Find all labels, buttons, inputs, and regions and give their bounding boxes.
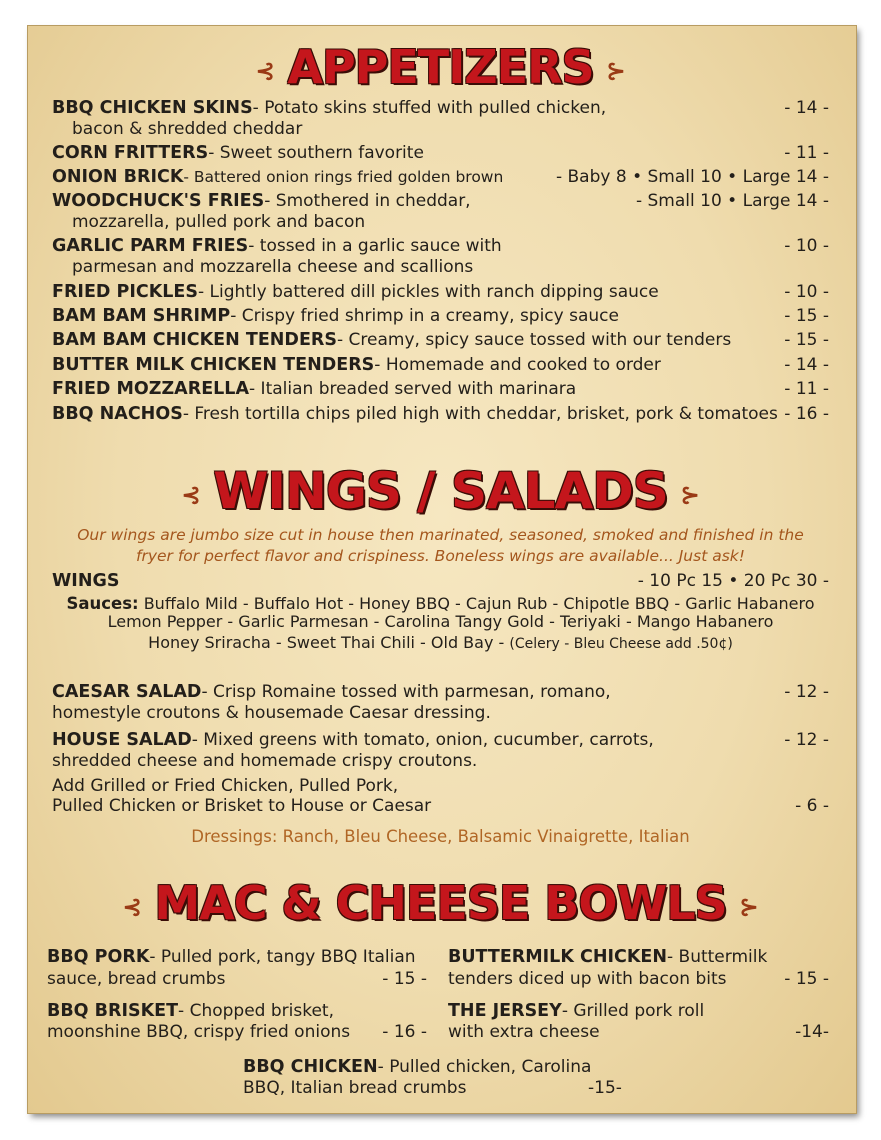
wings-price: - 10 Pc 15 • 20 Pc 30 -: [637, 571, 829, 591]
appetizer-item: [52, 330, 731, 350]
appetizer-price: - 11 -: [784, 379, 829, 399]
appetizer-desc: - Creamy, spicy sauce tossed with our tenders: [336, 330, 732, 350]
left-ornament-icon: ⊰: [122, 892, 143, 921]
appetizer-name: FRIED PICKLES: [52, 282, 198, 302]
sauces-line-1: Sauces: Buffalo Mild - Buffalo Hot - Honey BBQ - Cajun Rub - Chipotle BBQ - Garlic Habanero: [66, 594, 815, 613]
appetizer-name: FRIED MOZZARELLA: [52, 379, 250, 399]
bbq-brisket-desc: moonshine BBQ, crispy fried onions: [47, 1022, 351, 1042]
right-ornament-icon: ⊱: [605, 56, 626, 85]
appetizer-name: BAM BAM SHRIMP: [52, 306, 231, 326]
bbq-brisket-price: - 16 -: [382, 1022, 427, 1042]
appetizer-desc: - tossed in a garlic sauce with: [248, 236, 502, 256]
the-jersey-price: -14-: [795, 1022, 829, 1042]
appetizer-name: BUTTER MILK CHICKEN TENDERS: [52, 355, 375, 375]
appetizer-item: [52, 143, 424, 163]
appetizer-desc-line-2: bacon & shredded cheddar: [72, 119, 303, 139]
buttermilk-chicken-price: - 15 -: [784, 969, 829, 989]
right-ornament-icon: ⊱: [738, 892, 759, 921]
house-salad-price: - 12 -: [784, 730, 829, 750]
bbq-pork-desc: sauce, bread crumbs: [47, 969, 226, 989]
dressings-line: Dressings: Ranch, Bleu Cheese, Balsamic Vinaigrette, Italian: [191, 827, 690, 846]
mac-cheese-heading: ⊰ MAC & CHEESE BOWLS ⊱: [122, 876, 759, 930]
appetizer-item: [52, 355, 661, 375]
appetizer-item: [52, 191, 471, 211]
appetizer-name: BBQ NACHOS: [52, 404, 183, 424]
appetizer-price: - 10 -: [784, 236, 829, 256]
sauces-line-3: Honey Sriracha - Sweet Thai Chili - Old Bay - (Celery - Bleu Cheese add .50¢): [148, 633, 733, 652]
appetizer-name: BBQ CHICKEN SKINS: [52, 98, 253, 118]
appetizer-name: BAM BAM CHICKEN TENDERS: [52, 330, 337, 350]
addon-price: - 6 -: [795, 796, 829, 816]
appetizer-name: ONION BRICK: [52, 167, 184, 187]
house-salad-desc: shredded cheese and homemade crispy croutons.: [52, 751, 478, 771]
appetizer-price: - Baby 8 • Small 10 • Large 14 -: [555, 167, 829, 187]
appetizer-desc: - Potato skins stuffed with pulled chicken,: [252, 98, 607, 118]
the-jersey-item: THE JERSEY- Grilled pork roll: [448, 1001, 705, 1021]
appetizer-price: - Small 10 • Large 14 -: [635, 191, 829, 211]
bbq-chicken-desc: BBQ, Italian bread crumbs: [243, 1078, 467, 1098]
appetizer-desc: - Italian breaded served with marinara: [249, 379, 577, 399]
appetizer-item: [52, 404, 778, 424]
left-ornament-icon: ⊰: [181, 480, 202, 509]
caesar-salad-price: - 12 -: [784, 682, 829, 702]
appetizers-heading: ⊰ APPETIZERS ⊱: [255, 40, 626, 94]
appetizer-desc: - Crispy fried shrimp in a creamy, spicy sauce: [230, 306, 619, 326]
appetizer-item: [52, 236, 502, 256]
appetizer-desc-line-2: parmesan and mozzarella cheese and scallions: [72, 257, 474, 277]
addon-line-1: Add Grilled or Fried Chicken, Pulled Pork,: [52, 776, 399, 796]
appetizer-item: [52, 379, 576, 399]
buttermilk-chicken-item: BUTTERMILK CHICKEN- Buttermilk: [448, 947, 768, 967]
appetizer-price: - 15 -: [784, 306, 829, 326]
appetizer-price: - 16 -: [784, 404, 829, 424]
wings-salads-heading: ⊰ WINGS / SALADS ⊱: [181, 462, 700, 520]
appetizer-desc: - Homemade and cooked to order: [374, 355, 661, 375]
appetizer-desc-line-2: mozzarella, pulled pork and bacon: [72, 212, 366, 232]
appetizer-desc: - Fresh tortilla chips piled high with cheddar, brisket, pork & tomatoes: [182, 404, 778, 424]
left-ornament-icon: ⊰: [255, 56, 276, 85]
right-ornament-icon: ⊱: [679, 480, 700, 509]
house-salad-item: HOUSE SALAD- Mixed greens with tomato, onion, cucumber, carrots,: [52, 730, 654, 750]
appetizer-price: - 15 -: [784, 330, 829, 350]
buttermilk-chicken-desc: tenders diced up with bacon bits: [448, 969, 727, 989]
addon-line-2: Pulled Chicken or Brisket to House or Caesar: [52, 796, 432, 816]
caesar-salad-desc: homestyle croutons & housemade Caesar dressing.: [52, 703, 491, 723]
appetizer-name: CORN FRITTERS: [52, 143, 209, 163]
sauces-line-2: Lemon Pepper - Garlic Parmesan - Carolina Tangy Gold - Teriyaki - Mango Habanero: [107, 612, 774, 631]
appetizer-price: - 11 -: [784, 143, 829, 163]
appetizer-desc: - Smothered in cheddar,: [264, 191, 471, 211]
appetizer-name: WOODCHUCK'S FRIES: [52, 191, 265, 211]
appetizer-item: [52, 167, 503, 187]
appetizer-item: [52, 282, 659, 302]
appetizer-desc: - Battered onion rings fried golden brown: [183, 168, 504, 186]
appetizer-item: [52, 306, 619, 326]
the-jersey-desc: with extra cheese: [448, 1022, 600, 1042]
bbq-pork-item: BBQ PORK- Pulled pork, tangy BBQ Italian: [47, 947, 416, 967]
appetizer-item: [52, 98, 606, 118]
bbq-chicken-price: -15-: [588, 1078, 622, 1098]
appetizer-name: GARLIC PARM FRIES: [52, 236, 249, 256]
bbq-chicken-item: BBQ CHICKEN- Pulled chicken, Carolina: [243, 1057, 592, 1077]
wings-note: Our wings are jumbo size cut in house then marinated, seasoned, smoked and finished in the fryer for perfect flavor and crispiness. Boneless wings are available... Just ask!: [77, 526, 804, 565]
appetizer-desc: - Sweet southern favorite: [208, 143, 424, 163]
bbq-brisket-item: BBQ BRISKET- Chopped brisket,: [47, 1001, 334, 1021]
appetizer-price: - 10 -: [784, 282, 829, 302]
caesar-salad-item: CAESAR SALAD- Crisp Romaine tossed with parmesan, romano,: [52, 682, 611, 702]
appetizer-desc: - Lightly battered dill pickles with ranch dipping sauce: [197, 282, 659, 302]
appetizer-price: - 14 -: [784, 98, 829, 118]
wings-item: WINGS: [52, 571, 120, 591]
appetizer-price: - 14 -: [784, 355, 829, 375]
bbq-pork-price: - 15 -: [382, 969, 427, 989]
